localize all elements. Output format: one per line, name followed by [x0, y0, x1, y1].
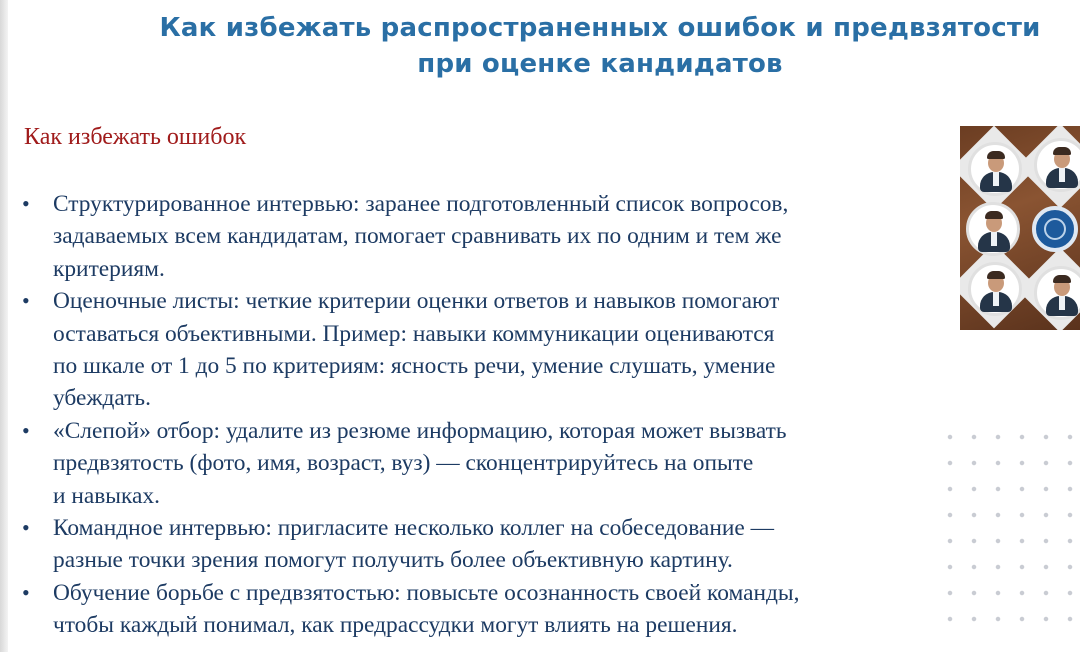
- candidate-portrait: [966, 202, 1020, 256]
- bullet-line: чтобы каждый понимал, как предрассудки могут влиять на решения.: [53, 612, 738, 639]
- slide-title: [120, 10, 1080, 82]
- slide-title-line-2: при оценке кандидатов: [417, 49, 783, 79]
- bullet-item-evaluation-sheets: [22, 285, 922, 415]
- bullet-line: разные точки зрения помогут получить более объективную картину.: [53, 547, 733, 574]
- candidate-portraits-collage-image: [960, 126, 1080, 330]
- bullet-icon: •: [22, 288, 30, 314]
- bullet-icon: •: [22, 417, 30, 443]
- slide-title-line-1: Как избежать распространенных ошибок и предвзятости: [159, 13, 1041, 43]
- bullet-line: и навыках.: [53, 482, 160, 509]
- target-hub-icon: [1032, 206, 1078, 252]
- dotted-pattern-decoration: [938, 424, 1080, 624]
- candidate-portrait: [1034, 266, 1080, 320]
- bullet-line: Оценочные листы: четкие критерии оценки ответов и навыков помогают: [53, 288, 780, 315]
- bullet-line: Обучение борьбе с предвзятостью: повысьте осознанность своей команды,: [53, 579, 800, 606]
- bullet-icon: •: [22, 515, 30, 541]
- bullet-line: оставаться объективными. Пример: навыки коммуникации оцениваются: [53, 320, 775, 347]
- candidate-portrait: [968, 142, 1022, 196]
- bullet-item-structured-interview: [22, 188, 922, 285]
- bullet-line: предвзятость (фото, имя, возраст, вуз) — сконцентрируйтесь на опыте: [53, 450, 754, 477]
- candidate-portrait: [968, 262, 1022, 316]
- bullet-line: убеждать.: [53, 385, 151, 412]
- bullet-icon: •: [22, 579, 30, 605]
- bullet-icon: •: [22, 191, 30, 216]
- section-heading: Как избежать ошибок: [24, 124, 247, 150]
- bullet-item-bias-training: [22, 577, 922, 642]
- bullet-line: по шкале от 1 до 5 по критериям: ясность речи, умение слушать, умение: [53, 353, 776, 380]
- bullet-item-team-interview: [22, 512, 922, 577]
- bullet-line: критериям.: [53, 255, 165, 282]
- bullet-line: Командное интервью: пригласите несколько коллег на собеседование —: [53, 515, 774, 542]
- candidate-portrait: [1034, 138, 1080, 192]
- bullet-line: задаваемых всем кандидатам, помогает сравнивать их по одним и тем же: [53, 223, 782, 250]
- bullet-item-blind-selection: [22, 415, 922, 512]
- bullet-line: «Слепой» отбор: удалите из резюме информацию, которая может вызвать: [53, 417, 787, 444]
- bullet-list: [22, 188, 922, 642]
- window-left-edge: [0, 0, 8, 652]
- bullet-line: Структурированное интервью: заранее подготовленный список вопросов,: [53, 191, 789, 217]
